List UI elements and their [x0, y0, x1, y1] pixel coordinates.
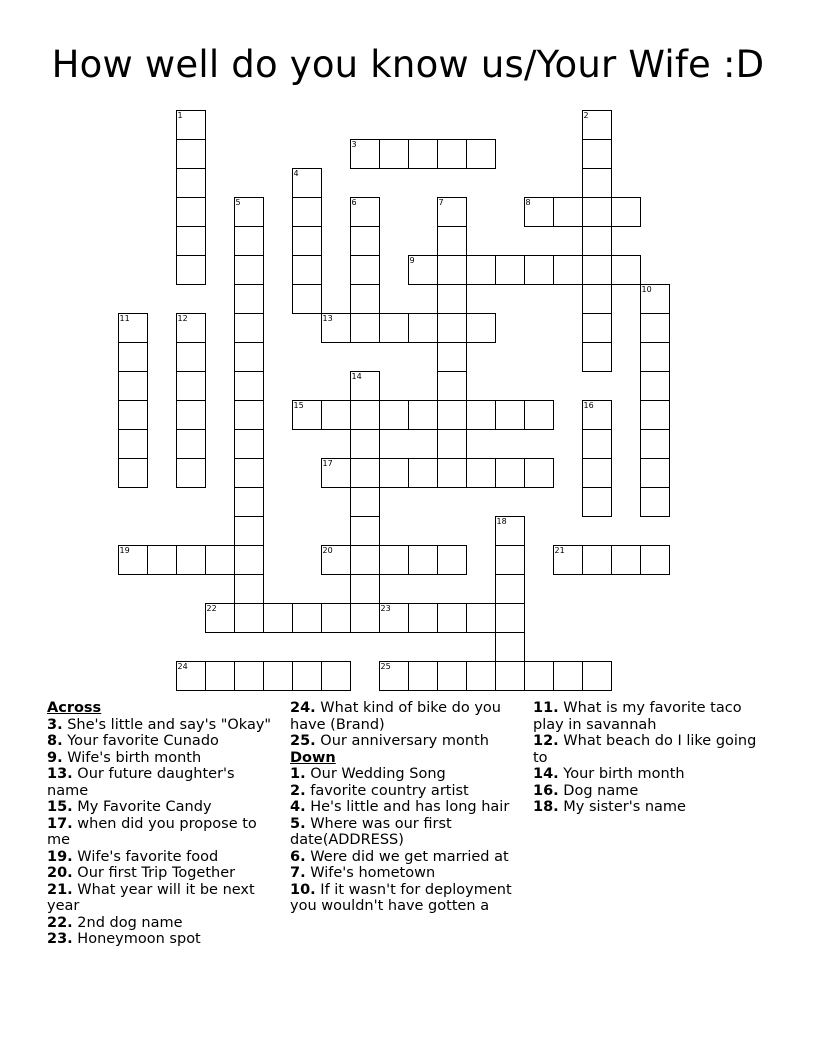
clue-down-2: 2. favorite country artist — [290, 782, 469, 799]
grid-cell[interactable] — [582, 284, 612, 314]
grid-cell[interactable] — [582, 139, 612, 169]
grid-cell[interactable] — [118, 458, 148, 488]
grid-cell[interactable] — [234, 458, 264, 488]
grid-cell[interactable] — [292, 603, 322, 633]
clue-across-21: 21. What year will it be next year — [47, 881, 255, 914]
grid-cell[interactable] — [611, 545, 641, 575]
grid-cell[interactable] — [466, 255, 496, 285]
grid-cell[interactable] — [292, 661, 322, 691]
clue-number: 10 — [641, 285, 652, 294]
clue-down-5: 5. Where was our first date(ADDRESS) — [290, 815, 452, 848]
grid-cell[interactable] — [408, 313, 438, 343]
grid-cell[interactable] — [379, 400, 409, 430]
grid-cell[interactable] — [495, 574, 525, 604]
clue-number: 5 — [235, 198, 241, 207]
clues-column-3 — [533, 700, 768, 816]
clue-across-22: 22. 2nd dog name — [47, 914, 183, 931]
grid-cell[interactable] — [321, 313, 351, 343]
grid-cell[interactable] — [408, 458, 438, 488]
grid-cell[interactable] — [495, 603, 525, 633]
grid-cell[interactable] — [408, 661, 438, 691]
clue-across-3: 3. She's little and say's "Okay" — [47, 716, 272, 733]
grid-cell[interactable] — [640, 458, 670, 488]
grid-cell[interactable] — [176, 139, 206, 169]
grid-cell[interactable] — [234, 313, 264, 343]
grid-cell[interactable] — [379, 603, 409, 633]
grid-cell[interactable] — [234, 574, 264, 604]
grid-cell[interactable] — [234, 284, 264, 314]
clues-column-1 — [47, 700, 272, 948]
grid-cell[interactable] — [176, 313, 206, 343]
grid-cell[interactable] — [553, 255, 583, 285]
grid-cell[interactable] — [263, 661, 293, 691]
grid-cell[interactable] — [176, 371, 206, 401]
grid-cell[interactable] — [437, 313, 467, 343]
clue-across-24: 24. What kind of bike do you have (Brand) — [290, 700, 501, 733]
grid-cell[interactable] — [437, 458, 467, 488]
grid-cell[interactable] — [176, 429, 206, 459]
grid-cell[interactable] — [582, 197, 612, 227]
grid-cell[interactable] — [582, 168, 612, 198]
grid-cell[interactable] — [205, 545, 235, 575]
grid-cell[interactable] — [437, 255, 467, 285]
grid-cell[interactable] — [582, 458, 612, 488]
grid-cell[interactable] — [495, 516, 525, 546]
grid-cell[interactable] — [350, 255, 380, 285]
grid-cell[interactable] — [582, 313, 612, 343]
grid-cell[interactable] — [350, 487, 380, 517]
grid-cell[interactable] — [582, 226, 612, 256]
grid-cell[interactable] — [176, 110, 206, 140]
grid-cell[interactable] — [350, 458, 380, 488]
clue-number: 16 — [583, 401, 594, 410]
grid-cell[interactable] — [582, 400, 612, 430]
grid-cell[interactable] — [176, 458, 206, 488]
clue-number: 7 — [438, 198, 444, 207]
grid-cell[interactable] — [118, 545, 148, 575]
clue-number: 11 — [119, 314, 130, 323]
clue-number: 9 — [409, 256, 415, 265]
grid-cell[interactable] — [640, 313, 670, 343]
grid-cell[interactable] — [466, 603, 496, 633]
grid-cell[interactable] — [176, 168, 206, 198]
grid-cell[interactable] — [408, 603, 438, 633]
clue-number: 4 — [293, 169, 299, 178]
grid-cell[interactable] — [379, 139, 409, 169]
grid-cell[interactable] — [553, 661, 583, 691]
grid-cell[interactable] — [292, 400, 322, 430]
clue-number: 1 — [177, 111, 183, 120]
grid-cell[interactable] — [321, 545, 351, 575]
clue-number: 2 — [583, 111, 589, 120]
grid-cell[interactable] — [437, 226, 467, 256]
grid-cell[interactable] — [466, 458, 496, 488]
grid-cell[interactable] — [437, 545, 467, 575]
grid-cell[interactable] — [437, 197, 467, 227]
clue-number: 18 — [496, 517, 507, 526]
clue-down-6: 6. Were did we get married at — [290, 848, 509, 865]
clue-number: 19 — [119, 546, 130, 555]
grid-cell[interactable] — [234, 429, 264, 459]
grid-cell[interactable] — [350, 516, 380, 546]
grid-cell[interactable] — [640, 284, 670, 314]
grid-cell[interactable] — [350, 313, 380, 343]
grid-cell[interactable] — [524, 255, 554, 285]
grid-cell[interactable] — [437, 139, 467, 169]
grid-cell[interactable] — [176, 226, 206, 256]
grid-cell[interactable] — [553, 197, 583, 227]
grid-cell[interactable] — [118, 429, 148, 459]
grid-cell[interactable] — [292, 255, 322, 285]
clues-column-2 — [290, 700, 520, 915]
grid-cell[interactable] — [466, 661, 496, 691]
grid-cell[interactable] — [640, 342, 670, 372]
clue-across-15: 15. My Favorite Candy — [47, 799, 212, 815]
grid-cell[interactable] — [437, 661, 467, 691]
grid-cell[interactable] — [176, 197, 206, 227]
grid-cell[interactable] — [118, 371, 148, 401]
grid-cell[interactable] — [437, 342, 467, 372]
grid-cell[interactable] — [234, 487, 264, 517]
grid-cell[interactable] — [408, 545, 438, 575]
clue-down-10: 10. If it wasn't for deployment you wouldn't have gotten a — [290, 881, 512, 914]
grid-cell[interactable] — [437, 603, 467, 633]
clue-number: 21 — [554, 546, 565, 555]
grid-cell[interactable] — [234, 603, 264, 633]
grid-cell[interactable] — [640, 487, 670, 517]
grid-cell[interactable] — [495, 545, 525, 575]
clue-down-18: 18. My sister's name — [533, 799, 686, 815]
grid-cell[interactable] — [524, 197, 554, 227]
grid-cell[interactable] — [118, 313, 148, 343]
grid-cell[interactable] — [234, 516, 264, 546]
grid-cell[interactable] — [350, 197, 380, 227]
down-heading: Down — [290, 749, 336, 766]
clue-down-12: 12. What beach do I like going to — [533, 733, 757, 766]
grid-cell[interactable] — [321, 661, 351, 691]
grid-cell[interactable] — [640, 545, 670, 575]
clue-number: 17 — [322, 459, 333, 468]
clue-number: 8 — [525, 198, 531, 207]
grid-cell[interactable] — [466, 313, 496, 343]
grid-cell[interactable] — [292, 226, 322, 256]
grid-cell[interactable] — [495, 661, 525, 691]
clue-number: 25 — [380, 662, 391, 671]
grid-cell[interactable] — [524, 661, 554, 691]
grid-cell[interactable] — [524, 458, 554, 488]
clue-across-25: 25. Our anniversary month — [290, 733, 489, 749]
grid-cell[interactable] — [611, 197, 641, 227]
grid-cell[interactable] — [292, 168, 322, 198]
grid-cell[interactable] — [234, 342, 264, 372]
clue-across-17: 17. when did you propose to me — [47, 815, 257, 848]
grid-cell[interactable] — [582, 429, 612, 459]
clue-across-9: 9. Wife's birth month — [47, 749, 202, 766]
grid-cell[interactable] — [466, 400, 496, 430]
grid-cell[interactable] — [118, 342, 148, 372]
clue-across-23: 23. Honeymoon spot — [47, 931, 201, 947]
grid-cell[interactable] — [437, 371, 467, 401]
grid-cell[interactable] — [234, 400, 264, 430]
grid-cell[interactable] — [176, 255, 206, 285]
grid-cell[interactable] — [176, 400, 206, 430]
grid-cell[interactable] — [582, 342, 612, 372]
grid-cell[interactable] — [234, 197, 264, 227]
clue-down-7: 7. Wife's hometown — [290, 865, 436, 881]
clue-down-14: 14. Your birth month — [533, 766, 685, 782]
clue-down-1: 1. Our Wedding Song — [290, 766, 446, 782]
grid-cell[interactable] — [611, 255, 641, 285]
across-heading: Across — [47, 700, 102, 716]
grid-cell[interactable] — [524, 400, 554, 430]
grid-cell[interactable] — [640, 371, 670, 401]
grid-cell[interactable] — [118, 400, 148, 430]
grid-cell[interactable] — [495, 400, 525, 430]
grid-cell[interactable] — [466, 139, 496, 169]
clue-down-4: 4. He's little and has long hair — [290, 799, 510, 815]
grid-cell[interactable] — [350, 371, 380, 401]
grid-cell[interactable] — [292, 197, 322, 227]
clue-number: 22 — [206, 604, 217, 613]
grid-cell[interactable] — [350, 284, 380, 314]
clue-down-11: 11. What is my favorite taco play in savannah — [533, 700, 742, 733]
clue-number: 6 — [351, 198, 357, 207]
grid-cell[interactable] — [582, 487, 612, 517]
grid-cell[interactable] — [640, 400, 670, 430]
clue-across-8: 8. Your favorite Cunado — [47, 733, 219, 749]
grid-cell[interactable] — [350, 139, 380, 169]
grid-cell[interactable] — [263, 603, 293, 633]
grid-cell[interactable] — [437, 429, 467, 459]
grid-cell[interactable] — [176, 661, 206, 691]
grid-cell[interactable] — [292, 284, 322, 314]
grid-cell[interactable] — [350, 226, 380, 256]
grid-cell[interactable] — [205, 661, 235, 691]
grid-cell[interactable] — [350, 400, 380, 430]
grid-cell[interactable] — [408, 400, 438, 430]
grid-cell[interactable] — [582, 545, 612, 575]
grid-cell[interactable] — [582, 110, 612, 140]
clue-across-13: 13. Our future daughter's name — [47, 766, 235, 799]
grid-cell[interactable] — [205, 603, 235, 633]
clue-number: 12 — [177, 314, 188, 323]
clue-number: 24 — [177, 662, 188, 671]
grid-cell[interactable] — [379, 661, 409, 691]
grid-cell[interactable] — [350, 603, 380, 633]
grid-cell[interactable] — [350, 545, 380, 575]
page-title: How well do you know us/Your Wife :D — [51, 43, 765, 86]
clue-across-19: 19. Wife's favorite food — [47, 848, 219, 865]
grid-cell[interactable] — [408, 255, 438, 285]
grid-cell[interactable] — [321, 400, 351, 430]
clue-number: 20 — [322, 546, 333, 555]
grid-cell[interactable] — [321, 458, 351, 488]
grid-cell[interactable] — [495, 255, 525, 285]
grid-cell[interactable] — [234, 226, 264, 256]
grid-cell[interactable] — [408, 139, 438, 169]
grid-cell[interactable] — [495, 632, 525, 662]
grid-cell[interactable] — [176, 342, 206, 372]
grid-cell[interactable] — [350, 429, 380, 459]
grid-cell[interactable] — [379, 313, 409, 343]
grid-cell[interactable] — [234, 255, 264, 285]
grid-cell[interactable] — [640, 429, 670, 459]
clue-number: 13 — [322, 314, 333, 323]
grid-cell[interactable] — [234, 545, 264, 575]
grid-cell[interactable] — [234, 371, 264, 401]
grid-cell[interactable] — [379, 545, 409, 575]
grid-cell[interactable] — [234, 661, 264, 691]
clue-down-16: 16. Dog name — [533, 782, 639, 799]
grid-cell[interactable] — [350, 574, 380, 604]
grid-cell[interactable] — [147, 545, 177, 575]
grid-cell[interactable] — [495, 458, 525, 488]
grid-cell[interactable] — [176, 545, 206, 575]
grid-cell[interactable] — [437, 400, 467, 430]
grid-cell[interactable] — [321, 603, 351, 633]
grid-cell[interactable] — [437, 284, 467, 314]
clue-number: 15 — [293, 401, 304, 410]
grid-cell[interactable] — [582, 255, 612, 285]
grid-cell[interactable] — [582, 661, 612, 691]
clue-number: 14 — [351, 372, 362, 381]
grid-cell[interactable] — [379, 458, 409, 488]
grid-cell[interactable] — [553, 545, 583, 575]
clue-number: 23 — [380, 604, 391, 613]
clue-number: 3 — [351, 140, 357, 149]
clue-across-20: 20. Our first Trip Together — [47, 865, 236, 881]
